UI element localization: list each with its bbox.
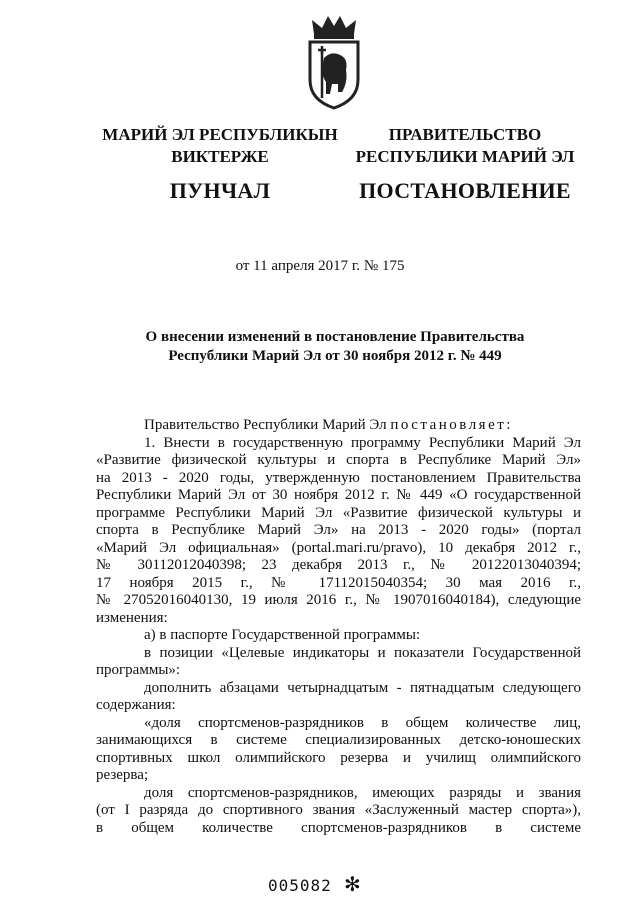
coat-of-arms-icon bbox=[292, 12, 376, 112]
header-left-line2: ВИКТЕРЖЕ bbox=[171, 147, 269, 166]
document-number: 175 bbox=[381, 258, 405, 274]
body-line-part: постановляет: bbox=[390, 417, 513, 433]
header-right bbox=[350, 124, 580, 204]
date-prefix: от bbox=[235, 258, 250, 274]
date-day: 11 bbox=[253, 258, 268, 274]
serial-number: 005082 bbox=[268, 876, 332, 895]
header-right-line1: ПРАВИТЕЛЬСТВО bbox=[388, 125, 542, 144]
body-line: «доля спортсменов-разрядников в общем количестве лиц, bbox=[144, 714, 581, 731]
body-line: дополнить абзацами четырнадцатым - пятнадцатым следующего bbox=[144, 679, 581, 696]
body-line: а) в паспорте Государственной программы: bbox=[144, 627, 421, 643]
body-line: 1. Внести в государственную программу Республики Марий Эл bbox=[144, 434, 581, 451]
body-line: спортивных школ олимпийского резерва и училищ олимпийского bbox=[96, 749, 581, 766]
document-date bbox=[0, 258, 640, 275]
body-line: Республики Марий Эл от 30 ноября 2012 г. № 449 «О государственной bbox=[96, 487, 581, 503]
header-left-doc-type: ПУНЧАЛ bbox=[169, 178, 271, 203]
asterisk-mark: ✻ bbox=[344, 874, 361, 896]
body-line: в позиции «Целевые индикаторы и показатели Государственной bbox=[144, 644, 581, 661]
date-month-year: апреля 2017 г. № bbox=[271, 258, 379, 274]
header-right-line2: РЕСПУБЛИКИ МАРИЙ ЭЛ bbox=[355, 147, 575, 166]
body-line: в общем количестве спортсменов-разрядников в системе bbox=[96, 819, 581, 836]
header-left-line1: МАРИЙ ЭЛ РЕСПУБЛИКЫН bbox=[102, 125, 338, 144]
body-line: (от I разряда до спортивного звания «Заслуженный мастер спорта»), bbox=[96, 802, 581, 818]
body-line: «Развитие физической культуры и спорта в Республике Марий Эл» bbox=[96, 452, 581, 468]
body-line: занимающихся в системе специализированных детско-юношеских bbox=[96, 732, 581, 748]
body-line-part: Правительство Республики Марий Эл bbox=[144, 417, 387, 433]
body-line: 17 ноября 2015 г., № 17112015040354; 30 мая 2016 г., bbox=[96, 574, 581, 591]
body-line: спорта в Республике Марий Эл» на 2013 - 2020 годы» (портал bbox=[96, 522, 581, 538]
body-line: № 30112012040398; 23 декабря 2013 г., № 20122013040394; bbox=[96, 557, 581, 573]
header-right-doc-type: ПОСТАНОВЛЕНИЕ bbox=[359, 178, 571, 203]
title-line1: О внесении изменений в постановление Правительства bbox=[145, 329, 525, 345]
body-line: резерва; bbox=[96, 767, 149, 783]
body-line bbox=[96, 417, 581, 435]
body-line: изменения: bbox=[96, 609, 168, 626]
body-line: доля спортсменов-разрядников, имеющих разряды и звания bbox=[144, 784, 581, 801]
body-line: содержания: bbox=[96, 697, 176, 713]
body-line: «Марий Эл официальная» (portal.mari.ru/pravo), 10 декабря 2012 г., bbox=[96, 539, 581, 556]
body-line: программы»: bbox=[96, 662, 181, 678]
document-title bbox=[120, 328, 550, 366]
header-left bbox=[100, 124, 340, 204]
body-line: на 2013 - 2020 годы, утвержденную постановлением Правительства bbox=[96, 469, 581, 486]
body-line: программе Республики Марий Эл «Развитие физической культуры и bbox=[96, 504, 581, 521]
document-body bbox=[96, 417, 581, 837]
title-line2: Республики Марий Эл от 30 ноября 2012 г. № 449 bbox=[168, 348, 502, 364]
body-line: № 27052016040130, 19 июля 2016 г., № 1907016040184), следующие bbox=[96, 592, 581, 608]
